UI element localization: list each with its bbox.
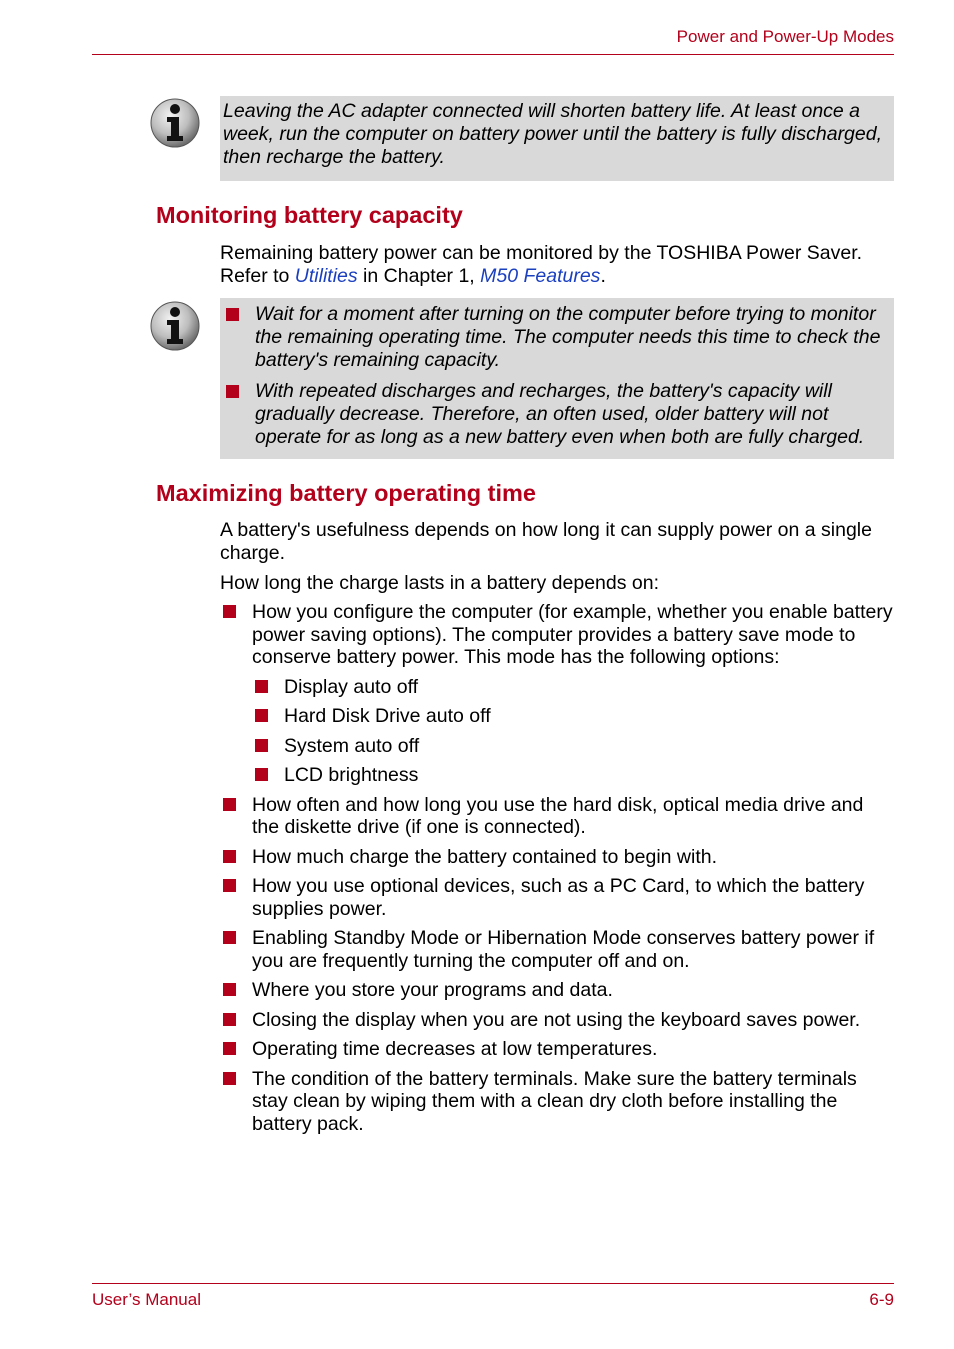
bullet-square-icon [223,1013,236,1026]
sublist-item-text: System auto off [284,734,420,757]
sublist-item-text: Hard Disk Drive auto off [284,705,491,727]
list-item [220,794,894,839]
bullet-square-icon [223,931,236,944]
bullet-square-icon [226,308,239,321]
list-item-text: How often and how long you use the hard disk, optical media drive and the diskette drive (if one is connected). [252,793,864,838]
sublist-item [252,705,894,728]
link-utilities[interactable]: Utilities [294,264,358,287]
list-item [220,846,894,869]
sublist-item [252,735,894,758]
options-sublist [252,676,894,787]
bullet-square-icon [255,768,268,781]
list-item [220,875,894,920]
info-icon [150,301,200,351]
list-item-text: Closing the display when you are not using the keyboard saves power. [252,1008,861,1031]
bullet-square-icon [223,605,236,618]
factors-list [220,601,894,1142]
running-header: Power and Power-Up Modes [676,27,894,46]
list-item-text: Enabling Standby Mode or Hibernation Mode conserves battery power if you are frequently turning the computer off and on. [252,927,875,972]
paragraph-line: Remaining battery power can be monitored by the TOSHIBA Power Saver. [220,242,863,264]
heading-maximizing-battery-operating-time: Maximizing battery operating time [156,480,536,506]
list-item [220,1038,894,1061]
bullet-square-icon [223,798,236,811]
sublist-item-text: Display auto off [284,675,419,698]
list-item-text: Where you store your programs and data. [252,979,613,1001]
bullet-square-icon [255,709,268,722]
list-item-text: How you use optional devices, such as a PC Card, to which the battery supplies power. [252,875,865,920]
list-item [223,380,890,449]
list-item [220,979,894,1002]
bullet-square-icon [223,850,236,863]
bullet-square-icon [223,1072,236,1085]
list-item [220,1068,894,1136]
list-item-text: The condition of the battery terminals. Make sure the battery terminals stay clean by wiping them with a clean dry cloth before installing the battery pack. [252,1067,857,1135]
sublist-item [252,764,894,787]
footer-manual-title: User’s Manual [92,1290,201,1309]
bullet-square-icon [226,385,239,398]
link-m50-features[interactable]: M50 Features [480,264,601,287]
paragraph-depends-on: How long the charge lasts in a battery depends on: [220,572,660,594]
list-item-text: Operating time decreases at low temperatures. [252,1038,658,1060]
paragraph-usefulness: A battery's usefulness depends on how long it can supply power on a single charge. [220,519,872,564]
list-item-text: How much charge the battery contained to begin with. [252,845,718,868]
list-item-text: With repeated discharges and recharges, the battery's capacity will gradually decrease. Therefore, an often used, older battery will not operate for as long as a new battery even when both are fully charged. [255,380,865,448]
bullet-square-icon [223,983,236,996]
paragraph-text: in Chapter 1, [357,264,481,287]
paragraph-text: . [600,264,606,287]
note-box-ac-adapter [220,96,894,181]
bullet-square-icon [223,1042,236,1055]
list-item-text: Wait for a moment after turning on the computer before trying to monitor the remaining operating time. The computer needs this time to check the battery's remaining capacity. [255,303,881,371]
note-text: Leaving the AC adapter connected will shorten battery life. At least once a week, run the computer on battery power until the battery is fully discharged, then recharge the battery. [223,100,883,168]
list-item [220,601,894,787]
sublist-item [252,676,894,699]
list-item [220,1009,894,1032]
note-box-battery-capacity [220,298,894,459]
bullet-square-icon [255,680,268,693]
header-rule [92,54,894,55]
footer-page-number: 6-9 [869,1290,894,1309]
heading-monitoring-battery-capacity: Monitoring battery capacity [156,202,463,228]
footer-rule [92,1283,894,1284]
list-item [220,927,894,972]
info-icon [150,98,200,148]
note-list [223,303,890,449]
sublist-item-text: LCD brightness [284,764,419,786]
paragraph-monitoring [220,242,894,287]
bullet-square-icon [255,739,268,752]
paragraph-text: Refer to [220,264,295,287]
bullet-square-icon [223,879,236,892]
list-item-text: How you configure the computer (for example, whether you enable battery power saving options). The computer provides a battery save mode to conserve battery power. This mode has the following options: [252,601,893,668]
list-item [223,303,890,372]
